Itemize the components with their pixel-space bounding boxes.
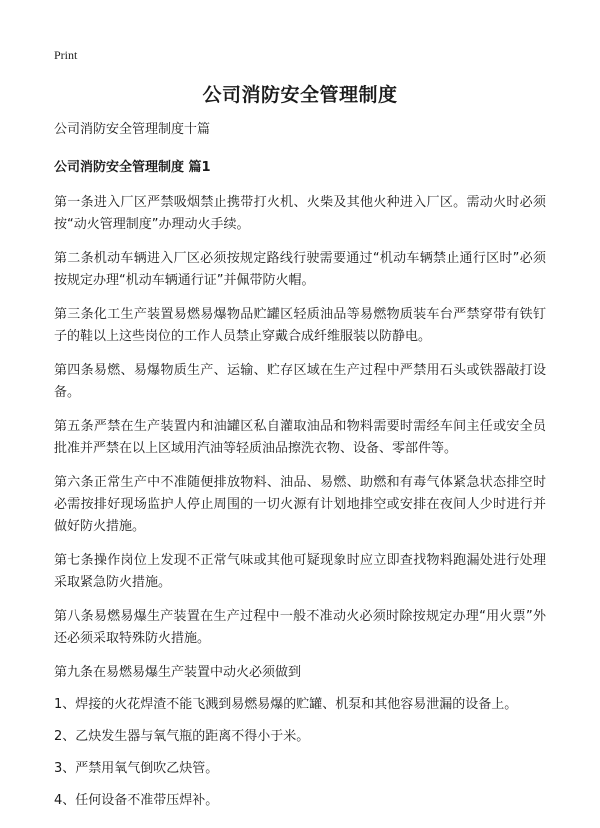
paragraph-article-1: 第一条进入厂区严禁吸烟禁止携带打火机、火柴及其他火种进入厂区。需动火时必须按“动火管理制度”办理动火手续。	[54, 195, 546, 232]
document-body	[54, 120, 546, 822]
paragraph-article-3: 第三条化工生产装置易燃易爆物品贮罐区轻质油品等易燃物质装车台严禁穿带有铁钉子的鞋以上这些岗位的工作人员禁止穿戴合成纤维服装以防静电。	[54, 307, 546, 344]
document-subtitle: 公司消防安全管理制度十篇	[54, 122, 211, 137]
paragraph-article-9: 第九条在易燃易爆生产装置中动火必须做到	[54, 665, 302, 680]
paragraph-article-8: 第八条易燃易爆生产装置在生产过程中一般不准动火必须时除按规定办理“用火票”外还必须采取特殊防火措施。	[54, 609, 546, 646]
page-title: 公司消防安全管理制度	[202, 84, 398, 106]
list-item-2: 2、乙炔发生器与氧气瓶的距离不得小于米。	[54, 729, 310, 744]
paragraph-article-6: 第六条正常生产中不准随便排放物料、油品、易燃、助燃和有毒气体紧急状态排空时必需按排好现场监护人停止周围的一切火源有计划地排空或安排在夜间人少时进行并做好防火措施。	[54, 475, 546, 534]
list-item-4: 4、任何设备不准带压焊补。	[54, 793, 219, 808]
paragraph-article-5: 第五条严禁在生产装置内和油罐区私自灌取油品和物料需要时需经车间主任或安全员批准并严禁在以上区域用汽油等轻质油品擦洗衣物、设备、零部件等。	[54, 419, 546, 456]
list-item-1: 1、焊接的火花焊渣不能飞溅到易燃易爆的贮罐、机泵和其他容易泄漏的设备上。	[54, 697, 518, 712]
paragraph-article-2: 第二条机动车辆进入厂区必须按规定路线行驶需要通过“机动车辆禁止通行区时”必须按规定办理“机动车辆通行证”并佩带防火帽。	[54, 251, 546, 288]
section-heading: 公司消防安全管理制度 篇1	[54, 160, 211, 175]
list-item-3: 3、严禁用氧气倒吹乙炔管。	[54, 761, 219, 776]
print-link[interactable]: Print	[54, 48, 78, 62]
paragraph-article-4: 第四条易燃、易爆物质生产、运输、贮存区域在生产过程中严禁用石头或铁器敲打设备。	[54, 363, 546, 400]
paragraph-article-7: 第七条操作岗位上发现不正常气味或其他可疑现象时应立即查找物料跑漏处进行处理采取紧急防火措施。	[54, 553, 546, 590]
